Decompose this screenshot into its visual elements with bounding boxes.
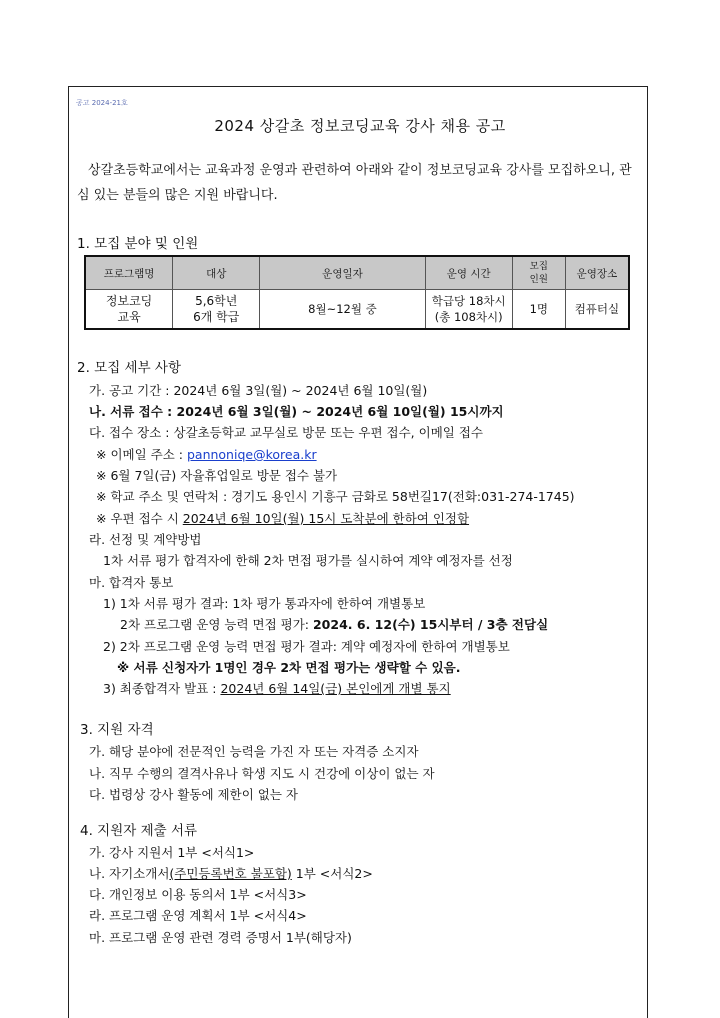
table-cell: 1명 <box>512 290 565 330</box>
document-1: 가. 강사 지원서 1부 <서식1> <box>89 845 255 860</box>
notice-step1: 1) 1차 서류 평가 결과: 1차 평가 통과자에 한하여 개별통보 <box>103 596 426 611</box>
final-announcement <box>103 679 451 697</box>
table-header: 대상 <box>173 256 260 290</box>
location-line: 다. 접수 장소 : 상갈초등학교 교무실로 방문 또는 우편 접수, 이메일 접수 <box>89 425 483 440</box>
section1-heading: 1. 모집 분야 및 인원 <box>77 236 199 252</box>
document-2 <box>89 864 373 882</box>
qualification-2: 나. 직무 수행의 결격사유나 학생 지도 시 건강에 이상이 없는 자 <box>89 766 435 781</box>
section3-heading: 3. 지원 자격 <box>80 722 154 738</box>
table-cell: 컴퓨터실 <box>565 290 629 330</box>
page-title: 2024 상갈초 정보코딩교육 강사 채용 공고 <box>214 117 506 135</box>
table-header: 모집 인원 <box>512 256 565 290</box>
document-5: 마. 프로그램 운영 관련 경력 증명서 1부(해당자) <box>89 930 352 945</box>
final-prefix: 3) 최종합격자 발표 : <box>103 681 221 696</box>
mail-note-deadline: 2024년 6월 10일(월) 15시 도착분에 한하여 인정함 <box>182 511 470 526</box>
interview-prefix: 2차 프로그램 운영 능력 면접 평가: <box>120 617 313 632</box>
email-label: ※ 이메일 주소 : <box>96 447 187 462</box>
notice-line: 마. 합격자 통보 <box>89 575 174 590</box>
section4-heading: 4. 지원자 제출 서류 <box>80 823 198 839</box>
section2-heading: 2. 모집 세부 사항 <box>77 360 181 376</box>
table-header: 운영장소 <box>565 256 629 290</box>
interview-skip-note: ※ 서류 신청자가 1명인 경우 2차 면접 평가는 생략할 수 있음. <box>117 660 461 675</box>
document-3: 다. 개인정보 이용 동의서 1부 <서식3> <box>89 887 307 902</box>
intro-paragraph: 상갈초등학교에서는 교육과정 운영과 관련하여 아래와 같이 정보코딩교육 강사를 모집하오니, 관심 있는 분들의 많은 지원 바랍니다. <box>77 163 632 203</box>
document-4: 라. 프로그램 운영 계획서 1부 <서식4> <box>89 908 307 923</box>
table-cell: 학급당 18차시 (총 108차시) <box>425 290 512 330</box>
mail-note-prefix: ※ 우편 접수 시 <box>96 511 183 526</box>
notice-number: 공고 2024-21호 <box>76 99 128 107</box>
document-2-suffix: 1부 <서식2> <box>291 866 373 881</box>
visit-note: ※ 6월 7일(금) 자율휴업일로 방문 접수 불가 <box>96 468 338 483</box>
recruit-table <box>84 255 630 330</box>
document-2-note: (주민등록번호 불포함) <box>169 866 292 881</box>
table-header: 운영 시간 <box>425 256 512 290</box>
address-note: ※ 학교 주소 및 연락처 : 경기도 용인시 기흥구 금화로 58번길17(전화:031-274-1745) <box>96 489 575 504</box>
selection-detail: 1차 서류 평가 합격자에 한해 2차 면접 평가를 실시하여 계약 예정자를 선정 <box>103 553 513 568</box>
document-2-prefix: 나. 자기소개서 <box>89 866 170 881</box>
interview-schedule: 2024. 6. 12(수) 15시부터 / 3층 전담실 <box>312 617 549 632</box>
final-date: 2024년 6월 14일(금) 본인에게 개별 통지 <box>220 681 451 696</box>
period-line: 가. 공고 기간 : 2024년 6월 3일(월) ~ 2024년 6월 10일(월) <box>89 383 428 398</box>
table-row <box>85 290 629 330</box>
table-cell: 정보코딩 교육 <box>85 290 173 330</box>
table-header: 운영일자 <box>260 256 425 290</box>
table-cell: 5,6학년 6개 학급 <box>173 290 260 330</box>
table-header-row <box>85 256 629 290</box>
qualification-1: 가. 해당 분야에 전문적인 능력을 가진 자 또는 자격증 소지자 <box>89 744 419 759</box>
table-header: 프로그램명 <box>85 256 173 290</box>
mail-note <box>96 509 469 527</box>
interview-line <box>120 615 548 633</box>
notice-step2: 2) 2차 프로그램 운영 능력 면접 평가 결과: 계약 예정자에 한하여 개별통보 <box>103 639 510 654</box>
submission-line: 나. 서류 접수 : 2024년 6월 3일(월) ~ 2024년 6월 10일(월) 15시까지 <box>89 404 504 419</box>
email-link[interactable]: pannoniqe@korea.kr <box>186 447 317 462</box>
table-cell: 8월~12월 중 <box>260 290 425 330</box>
email-line <box>96 445 317 463</box>
selection-line: 라. 선정 및 계약방법 <box>89 532 202 547</box>
qualification-3: 다. 법령상 강사 활동에 제한이 없는 자 <box>89 787 298 802</box>
